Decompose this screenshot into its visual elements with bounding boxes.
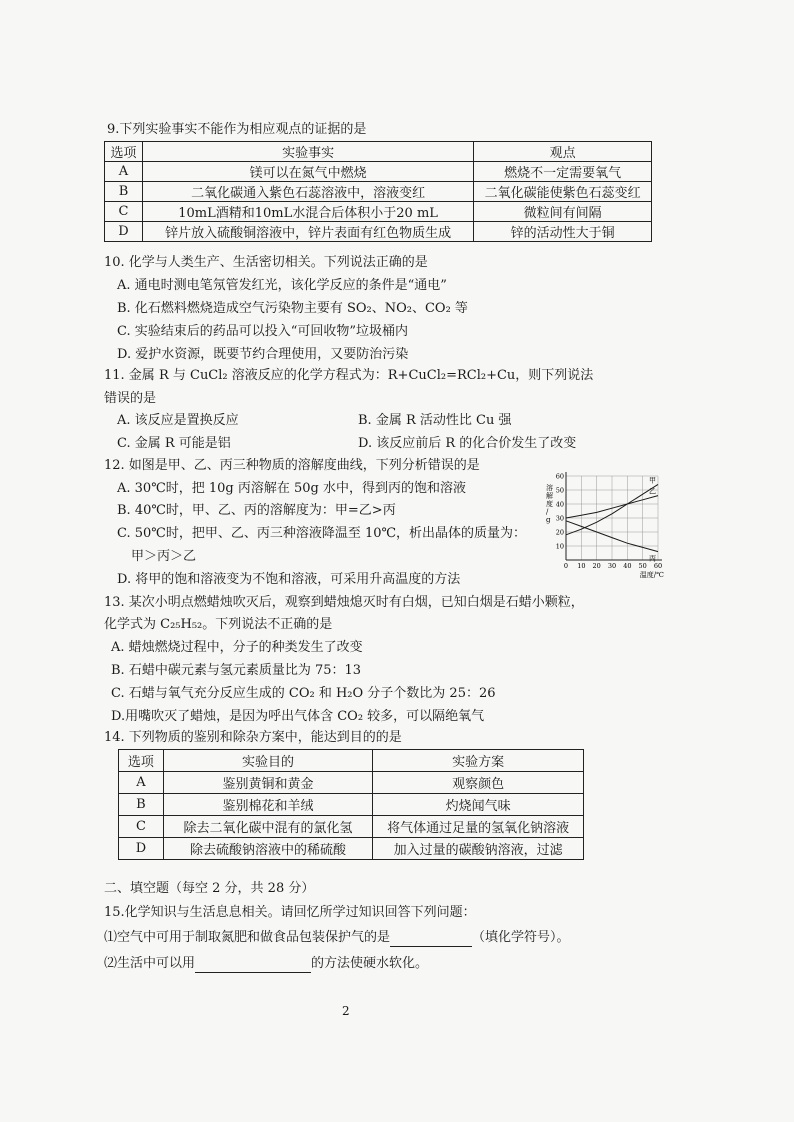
table-row (105, 182, 652, 202)
table-cell: D (119, 838, 164, 860)
y-label-char: g (546, 516, 551, 524)
table-cell: 二氧化碳能使紫色石蕊变红 (474, 182, 652, 202)
y-ticks (556, 473, 564, 551)
table-cell: 微粒间有间隔 (474, 202, 652, 222)
table-cell: 锌片放入硫酸铜溶液中，锌片表面有红色物质生成 (142, 222, 473, 242)
table-cell: A (105, 162, 143, 182)
x-axis-label: 温度/℃ (639, 571, 664, 579)
table-row (119, 794, 584, 816)
page-number: 2 (342, 1004, 350, 1018)
q13-option-b: B. 石蜡中碳元素与氢元素质量比为 75：13 (111, 663, 362, 678)
q15-part2-text: ⑵生活中可以用 (104, 956, 196, 971)
table-cell: 燃烧不一定需要氧气 (474, 162, 652, 182)
y-label-char: 溶 (546, 484, 553, 492)
solubility-chart (540, 468, 665, 580)
table-cell: B (119, 794, 164, 816)
section-heading: 二、填空题（每空 2 分，共 28 分） (104, 881, 315, 896)
y-tick-label: 30 (555, 514, 564, 523)
q13-stem-cont: 化学式为 C₂₅H₅₂。下列说法不正确的是 (104, 617, 333, 632)
q11-option-c: C. 金属 R 可能是铝 (117, 436, 231, 451)
x-ticks (564, 562, 662, 570)
table-cell: 除去硫酸钠溶液中的稀硫酸 (163, 838, 372, 860)
q15-part2-suffix: 的方法使硬水软化。 (311, 956, 429, 971)
table-row (105, 222, 652, 242)
table-row (105, 202, 652, 222)
q9-stem: 9.下列实验事实不能作为相应观点的证据的是 (107, 122, 367, 137)
y-tick-label: 40 (555, 500, 564, 509)
table-header-cell: 实验目的 (163, 750, 372, 772)
table-cell: 加入过量的碳酸钠溶液，过滤 (373, 838, 584, 860)
q10-option-b: B. 化石燃料燃烧造成空气污染物主要有 SO₂、NO₂、CO₂ 等 (117, 301, 468, 316)
y-label-char: 解 (546, 492, 553, 500)
table-cell: 鉴别黄铜和黄金 (163, 772, 372, 794)
series-label: 甲 (649, 476, 656, 485)
x-tick-label: 10 (577, 562, 586, 570)
table-header-row (119, 750, 584, 772)
table-cell: 灼烧闻气味 (373, 794, 584, 816)
q11-option-a: A. 该反应是置换反应 (117, 413, 239, 428)
q11-option-d: D. 该反应前后 R 的化合价发生了改变 (358, 436, 577, 451)
table-cell: 二氧化碳通入紫色石蕊溶液中，溶液变红 (142, 182, 473, 202)
series-label: 丙 (649, 554, 656, 563)
y-tick-label: 10 (555, 542, 564, 551)
table-cell: 10mL酒精和10mL水混合后体积小于20 mL (142, 202, 473, 222)
q13-option-a: A. 蜡烛燃烧过程中，分子的种类发生了改变 (111, 640, 363, 655)
q12-option-b: B. 40℃时，甲、乙、丙的溶解度为：甲=乙>丙 (117, 503, 396, 518)
x-tick-label: 40 (623, 562, 632, 570)
q12-stem: 12. 如图是甲、乙、丙三种物质的溶解度曲线，下列分析错误的是 (104, 458, 480, 473)
table-header-row (105, 142, 652, 162)
q12-option-c: C. 50℃时，把甲、乙、丙三种溶液降温至 10℃，析出晶体的质量为： (117, 526, 527, 541)
q11-option-b: B. 金属 R 活动性比 Cu 强 (358, 413, 512, 428)
table-cell: A (119, 772, 164, 794)
q12-option-a: A. 30℃时，把 10g 丙溶解在 50g 水中，得到丙的饱和溶液 (117, 481, 466, 496)
table-header-cell: 实验方案 (373, 750, 584, 772)
q15-part2 (104, 955, 428, 973)
q15-stem: 15.化学知识与生活息息相关。请回忆所学过知识回答下列问题： (104, 905, 476, 920)
table-cell: 观察颜色 (373, 772, 584, 794)
table-cell: B (105, 182, 143, 202)
q10-option-c: C. 实验结束后的药品可以投入“可回收物”垃圾桶内 (117, 324, 409, 339)
q14-table (118, 749, 584, 860)
answer-blank-2[interactable] (195, 958, 311, 973)
table-cell: C (105, 202, 143, 222)
y-tick-label: 50 (555, 486, 564, 495)
q10-option-a: A. 通电时测电笔氖管发红光，该化学反应的条件是“通电” (117, 278, 447, 293)
x-tick-label: 30 (607, 562, 617, 570)
q15-part1 (104, 929, 570, 947)
q10-option-d: D. 爱护水资源，既要节约合理使用，又要防治污染 (117, 347, 409, 362)
q13-stem: 13. 某次小明点燃蜡烛吹灭后，观察到蜡烛熄灭时有白烟，已知白烟是石蜡小颗粒， (104, 595, 584, 610)
x-tick-label: 0 (563, 562, 569, 570)
q13-option-c: C. 石蜡与氧气充分反应生成的 CO₂ 和 H₂O 分子个数比为 25：26 (111, 686, 496, 701)
series-label: 乙 (649, 487, 656, 496)
y-label-char: / (546, 508, 549, 516)
x-tick-label: 50 (638, 562, 647, 570)
y-label-char: 度 (546, 500, 553, 508)
table-header-cell: 实验事实 (142, 142, 473, 162)
q11-stem-cont: 错误的是 (104, 391, 157, 406)
table-row (105, 162, 652, 182)
q15-part1-suffix: （填化学符号）。 (472, 930, 570, 945)
table-header-cell: 选项 (105, 142, 143, 162)
table-cell: 镁可以在氮气中燃烧 (142, 162, 473, 182)
table-cell: D (105, 222, 143, 242)
table-cell: 鉴别棉花和羊绒 (163, 794, 372, 816)
q15-part1-text: ⑴空气中可用于制取氮肥和做食品包装保护气的是 (104, 930, 391, 945)
table-header-cell: 选项 (119, 750, 164, 772)
answer-blank-1[interactable] (390, 932, 472, 947)
y-tick-label: 60 (555, 472, 564, 481)
q14-stem: 14. 下列物质的鉴别和除杂方案中，能达到目的的是 (104, 730, 402, 745)
q9-table (104, 141, 652, 242)
table-cell: 锌的活动性大于铜 (474, 222, 652, 242)
x-tick-label: 60 (653, 562, 663, 570)
table-cell: 除去二氧化碳中混有的氯化氢 (163, 816, 372, 838)
table-cell: C (119, 816, 164, 838)
q12-option-d: D. 将甲的饱和溶液变为不饱和溶液，可采用升高温度的方法 (117, 572, 461, 587)
table-row (119, 838, 584, 860)
table-cell: 将气体通过足量的氢氧化钠溶液 (373, 816, 584, 838)
q13-option-d: D.用嘴吹灭了蜡烛，是因为呼出气体含 CO₂ 较多，可以隔绝氧气 (111, 709, 485, 724)
table-row (119, 772, 584, 794)
x-tick-label: 20 (592, 562, 601, 570)
table-header-cell: 观点 (474, 142, 652, 162)
q10-stem: 10. 化学与人类生产、生活密切相关。下列说法正确的是 (104, 255, 428, 270)
y-axis-label (546, 483, 553, 524)
q11-stem: 11. 金属 R 与 CuCl₂ 溶液反应的化学方程式为：R+CuCl₂=RCl₂+Cu，则下列说法 (104, 368, 594, 383)
q12-option-c-cont: 甲＞丙＞乙 (131, 549, 197, 564)
table-row (119, 816, 584, 838)
y-tick-label: 20 (555, 528, 564, 537)
